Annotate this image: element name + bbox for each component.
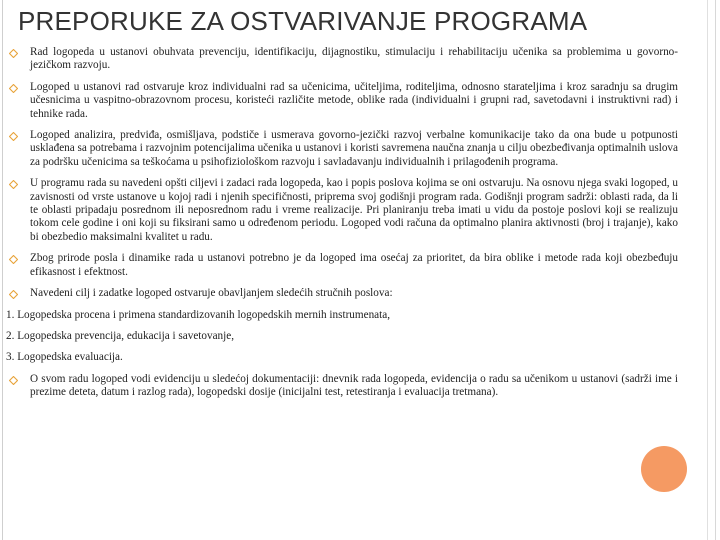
- bullet-item: [6, 46, 678, 73]
- bullet-item: [6, 177, 678, 244]
- bullet-item: [6, 81, 678, 121]
- slide-title: PREPORUKE ZA OSTVARIVANJE PROGRAMA: [18, 6, 588, 36]
- right-border-inner-line: [707, 0, 708, 540]
- decorative-orange-circle: [641, 446, 687, 492]
- bullet-item: [6, 287, 678, 300]
- bullet-text: Zbog prirode posla i dinamike rada u ustanovi potrebno je da logoped ima osećaj za prioritet, da bira oblike i metode rada koji obezbeđuju efikasnost i efektnost.: [30, 252, 678, 278]
- bullet-text: Rad logopeda u ustanovi obuhvata prevenciju, identifikaciju, dijagnostiku, stimulaciju i rehabilitaciju učenika sa problemima u govorno-jezičkom razvoju.: [30, 46, 678, 72]
- numbered-item: 1. Logopedska procena i primena standardizovanih logopedskih mernih instrumenata,: [6, 308, 390, 321]
- diamond-bullet-icon: [9, 49, 18, 58]
- bullet-text: Logoped analizira, predviđa, osmišljava, podstiče i usmerava govorno-jezički razvoj verbalne komunikacije tako da ona bude u potpunosti usklađena sa potrebama i razvojnim potencijalima učenika u ustanovi i koristi savremena naučna znanja u cilju obezbeđivanja optimalnih uslova za podršku učenicima sa teškoćama u psihofiziološkom razvoju i savladavanju individualnih i prilagođenih programa.: [30, 129, 678, 168]
- bullet-item: [6, 373, 678, 400]
- bullet-item: [6, 129, 678, 169]
- bullet-text: Navedeni cilj i zadatke logoped ostvaruje obavljanjem sledećih stručnih poslova:: [30, 287, 393, 300]
- diamond-bullet-icon: [9, 180, 18, 189]
- diamond-bullet-icon: [9, 255, 18, 264]
- numbered-item: 3. Logopedska evaluacija.: [6, 351, 123, 364]
- diamond-bullet-icon: [9, 84, 18, 93]
- bullet-item: [6, 252, 678, 279]
- slide-content: [6, 46, 678, 400]
- left-border-line: [2, 0, 3, 540]
- bullet-text: O svom radu logoped vodi evidenciju u sledećoj dokumentaciji: dnevnik rada logopeda, evidencija o radu sa učenikom u ustanovi (sadrži ime i prezime deteta, datum i razlog rada), logopedski dosije (inicijalni test, retestiranja i evaluacija tretmana).: [30, 372, 678, 399]
- bullet-text: U programu rada su navedeni opšti ciljevi i zadaci rada logopeda, kao i popis poslova kojima se oni ostvaruju. Na osnovu njega svaki logoped, u zavisnosti od vrste ustanove u kojoj radi i njenih specifičnosti, priprema svoj godišnji program rada. Godišnji program sadrži: oblasti rada, da li te oblasti pripadaju posrednom ili neposrednom radu i vreme realizacije. Pri planiranju treba imati u vidu da postoje poslovi koji se realizuju tokom cele godine i oni koji su fiksirani samo u određenom periodu. Logoped vodi računa da optimalno planira aktivnosti (broj i trajanje), kako bi obezbedio maksimalni kvalitet u radu.: [30, 177, 678, 243]
- diamond-bullet-icon: [9, 132, 18, 141]
- right-border-outer-line: [715, 0, 716, 540]
- diamond-bullet-icon: [9, 290, 18, 299]
- bullet-text: Logoped u ustanovi rad ostvaruje kroz individualni rad sa učenicima, učiteljima, roditeljima, odnosno starateljima i kroz saradnju sa drugim učesnicima u vaspitno-obrazovnom procesu, koristeći različite metode, oblike rada (individualni i grupni rad, savetodavni i instruktivni rad) i tehnike rada.: [30, 80, 678, 120]
- diamond-bullet-icon: [9, 376, 18, 385]
- numbered-item: 2. Logopedska prevencija, edukacija i savetovanje,: [6, 329, 235, 342]
